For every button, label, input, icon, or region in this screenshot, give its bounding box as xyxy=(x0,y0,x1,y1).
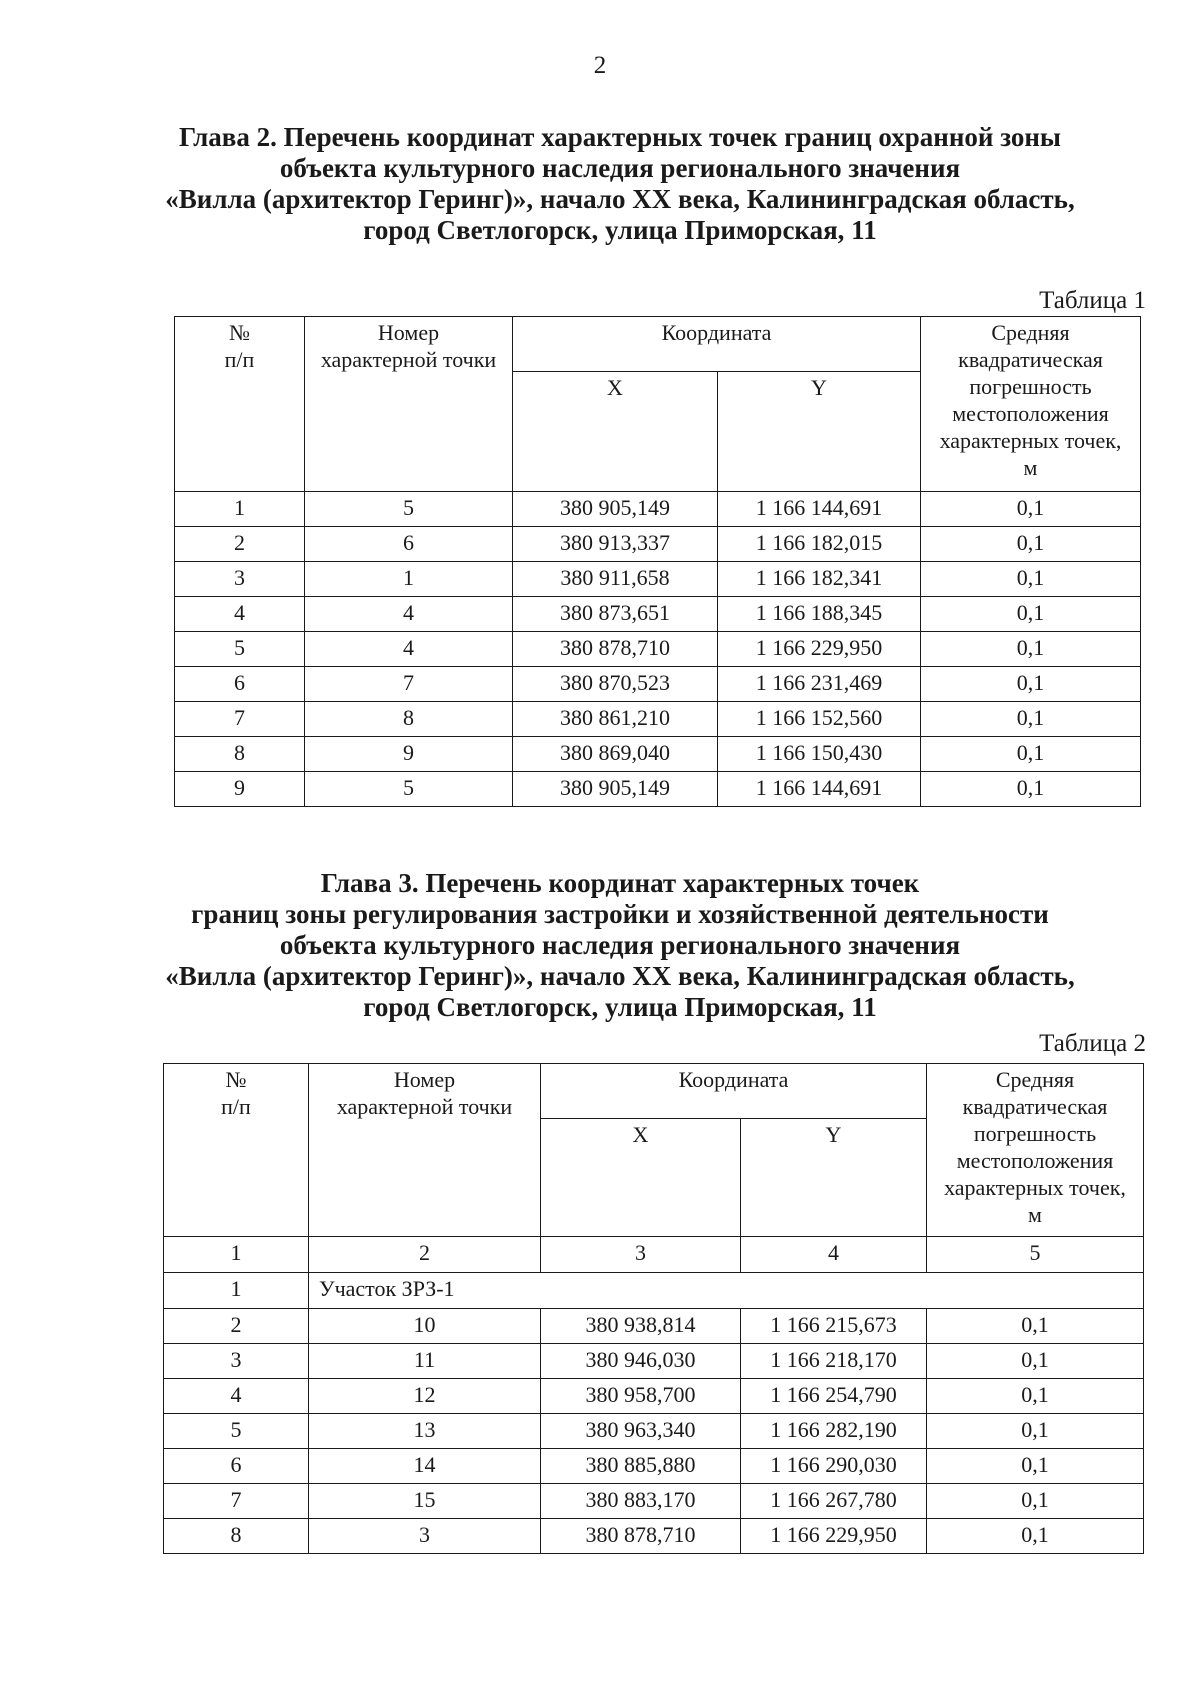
header-text: м xyxy=(1028,1202,1042,1227)
coord-x: 380 905,149 xyxy=(513,772,718,807)
heading-line: «Вилла (архитектор Геринг)», начало XX века, Калининградская область, xyxy=(165,184,1075,214)
header-text: характерных точек, xyxy=(939,428,1122,453)
column-number: 4 xyxy=(741,1237,927,1273)
table-row xyxy=(164,1379,1144,1414)
table-row xyxy=(175,702,1141,737)
coord-y: 1 166 144,691 xyxy=(718,492,921,527)
point-num: 10 xyxy=(309,1309,541,1344)
column-number: 2 xyxy=(309,1237,541,1273)
table-row xyxy=(175,597,1141,632)
chapter-2-heading xyxy=(100,122,1140,246)
column-number: 3 xyxy=(541,1237,741,1273)
coord-y: 1 166 150,430 xyxy=(718,737,921,772)
coord-y: 1 166 254,790 xyxy=(741,1379,927,1414)
error-value: 0,1 xyxy=(927,1309,1144,1344)
header-text: характерной точки xyxy=(320,347,497,372)
header-point xyxy=(309,1064,541,1237)
point-num: 14 xyxy=(309,1449,541,1484)
error-value: 0,1 xyxy=(921,772,1141,807)
coord-x: 380 861,210 xyxy=(513,702,718,737)
row-num: 4 xyxy=(164,1379,309,1414)
coord-y: 1 166 229,950 xyxy=(741,1519,927,1554)
column-number: 1 xyxy=(164,1237,309,1273)
table-row xyxy=(175,772,1141,807)
table-header-row xyxy=(175,317,1141,372)
coord-x: 380 946,030 xyxy=(541,1344,741,1379)
row-num: 1 xyxy=(175,492,305,527)
heading-line: Глава 2. Перечень координат характерных точек границ охранной зоны xyxy=(178,122,1062,152)
header-error xyxy=(927,1064,1144,1237)
table-row xyxy=(164,1484,1144,1519)
header-y: Y xyxy=(718,372,921,492)
error-value: 0,1 xyxy=(921,597,1141,632)
header-text: Средняя xyxy=(995,1067,1075,1092)
header-y: Y xyxy=(741,1119,927,1237)
header-text: Средняя xyxy=(991,320,1070,345)
error-value: 0,1 xyxy=(921,632,1141,667)
header-text: погрешность xyxy=(969,374,1092,399)
heading-line: объекта культурного наследия регионального значения xyxy=(279,153,961,183)
error-value: 0,1 xyxy=(927,1484,1144,1519)
table-row xyxy=(164,1344,1144,1379)
coord-y: 1 166 229,950 xyxy=(718,632,921,667)
coord-y: 1 166 218,170 xyxy=(741,1344,927,1379)
table-row xyxy=(175,562,1141,597)
table-row xyxy=(175,492,1141,527)
table-header-row xyxy=(164,1064,1144,1119)
point-num: 7 xyxy=(305,667,513,702)
error-value: 0,1 xyxy=(921,527,1141,562)
header-text: квадратическая xyxy=(962,1094,1108,1119)
point-num: 11 xyxy=(309,1344,541,1379)
row-num: 9 xyxy=(175,772,305,807)
heading-line: границ зоны регулирования застройки и хозяйственной деятельности xyxy=(191,899,1049,929)
column-number-row xyxy=(164,1237,1144,1273)
header-x: X xyxy=(513,372,718,492)
header-num xyxy=(175,317,305,492)
row-num: 5 xyxy=(175,632,305,667)
point-num: 5 xyxy=(305,492,513,527)
header-text: квадратическая xyxy=(958,347,1103,372)
error-value: 0,1 xyxy=(921,562,1141,597)
coord-x: 380 878,710 xyxy=(513,632,718,667)
point-num: 4 xyxy=(305,632,513,667)
header-text: № xyxy=(225,1067,247,1092)
row-num: 5 xyxy=(164,1414,309,1449)
table-row xyxy=(164,1309,1144,1344)
error-value: 0,1 xyxy=(927,1344,1144,1379)
coord-y: 1 166 290,030 xyxy=(741,1449,927,1484)
header-text: м xyxy=(1023,455,1038,480)
error-value: 0,1 xyxy=(927,1519,1144,1554)
table-row xyxy=(175,527,1141,562)
coord-x: 380 885,880 xyxy=(541,1449,741,1484)
header-text: характерных точек, xyxy=(944,1175,1126,1200)
point-num: 13 xyxy=(309,1414,541,1449)
coord-y: 1 166 188,345 xyxy=(718,597,921,632)
header-text: местоположения xyxy=(952,401,1109,426)
chapter-3-heading xyxy=(100,868,1140,1023)
coord-x: 380 878,710 xyxy=(541,1519,741,1554)
coord-y: 1 166 182,341 xyxy=(718,562,921,597)
coord-y: 1 166 231,469 xyxy=(718,667,921,702)
row-num: 3 xyxy=(175,562,305,597)
point-num: 3 xyxy=(309,1519,541,1554)
coord-x: 380 911,658 xyxy=(513,562,718,597)
error-value: 0,1 xyxy=(927,1414,1144,1449)
heading-line: объекта культурного наследия регионального значения xyxy=(279,930,961,960)
table-1 xyxy=(174,316,1141,807)
coord-y: 1 166 144,691 xyxy=(718,772,921,807)
error-value: 0,1 xyxy=(921,737,1141,772)
row-num: 6 xyxy=(175,667,305,702)
coord-x: 380 869,040 xyxy=(513,737,718,772)
error-value: 0,1 xyxy=(921,702,1141,737)
point-num: 5 xyxy=(305,772,513,807)
row-num: 8 xyxy=(164,1519,309,1554)
heading-line: «Вилла (архитектор Геринг)», начало XX века, Калининградская область, xyxy=(165,961,1075,991)
coord-x: 380 958,700 xyxy=(541,1379,741,1414)
point-num: 1 xyxy=(305,562,513,597)
section-label: Участок ЗРЗ-1 xyxy=(309,1273,1144,1309)
table-row xyxy=(164,1449,1144,1484)
header-text: Номер xyxy=(377,320,440,345)
coord-x: 380 873,651 xyxy=(513,597,718,632)
coord-y: 1 166 215,673 xyxy=(741,1309,927,1344)
error-value: 0,1 xyxy=(921,492,1141,527)
row-num: 4 xyxy=(175,597,305,632)
header-x: X xyxy=(541,1119,741,1237)
row-num: 2 xyxy=(175,527,305,562)
table-1-caption: Таблица 1 xyxy=(1039,287,1146,314)
header-text: п/п xyxy=(224,347,255,372)
header-text: местоположения xyxy=(956,1148,1114,1173)
coord-x: 380 883,170 xyxy=(541,1484,741,1519)
point-num: 8 xyxy=(305,702,513,737)
page-number: 2 xyxy=(593,52,607,79)
coord-y: 1 166 267,780 xyxy=(741,1484,927,1519)
coord-y: 1 166 152,560 xyxy=(718,702,921,737)
point-num: 15 xyxy=(309,1484,541,1519)
row-num: 6 xyxy=(164,1449,309,1484)
heading-line: город Светлогорск, улица Приморская, 11 xyxy=(363,992,877,1022)
table-1-body xyxy=(175,492,1141,807)
table-row xyxy=(164,1414,1144,1449)
header-num xyxy=(164,1064,309,1237)
header-text: характерной точки xyxy=(336,1094,513,1119)
row-num: 8 xyxy=(175,737,305,772)
coord-y: 1 166 182,015 xyxy=(718,527,921,562)
column-number: 5 xyxy=(927,1237,1144,1273)
heading-line: город Светлогорск, улица Приморская, 11 xyxy=(363,215,877,245)
header-text: Номер xyxy=(393,1067,456,1092)
coord-x: 380 870,523 xyxy=(513,667,718,702)
point-num: 12 xyxy=(309,1379,541,1414)
table-2 xyxy=(163,1063,1144,1554)
header-text: погрешность xyxy=(973,1121,1097,1146)
point-num: 9 xyxy=(305,737,513,772)
table-row xyxy=(164,1519,1144,1554)
error-value: 0,1 xyxy=(927,1449,1144,1484)
table-2-caption: Таблица 2 xyxy=(1039,1030,1146,1057)
error-value: 0,1 xyxy=(921,667,1141,702)
coord-x: 380 938,814 xyxy=(541,1309,741,1344)
point-num: 6 xyxy=(305,527,513,562)
section-row xyxy=(164,1273,1144,1309)
error-value: 0,1 xyxy=(927,1379,1144,1414)
header-text: п/п xyxy=(221,1094,251,1119)
header-text: № xyxy=(229,320,250,345)
header-coord: Координата xyxy=(541,1064,927,1119)
section-num: 1 xyxy=(164,1273,309,1309)
table-row xyxy=(175,667,1141,702)
coord-y: 1 166 282,190 xyxy=(741,1414,927,1449)
point-num: 4 xyxy=(305,597,513,632)
table-row xyxy=(175,632,1141,667)
table-2-body xyxy=(164,1309,1144,1554)
row-num: 7 xyxy=(175,702,305,737)
coord-x: 380 963,340 xyxy=(541,1414,741,1449)
header-error xyxy=(921,317,1141,492)
header-coord: Координата xyxy=(513,317,921,372)
coord-x: 380 913,337 xyxy=(513,527,718,562)
table-row xyxy=(175,737,1141,772)
header-point xyxy=(305,317,513,492)
coord-x: 380 905,149 xyxy=(513,492,718,527)
row-num: 7 xyxy=(164,1484,309,1519)
row-num: 2 xyxy=(164,1309,309,1344)
heading-line: Глава 3. Перечень координат характерных точек xyxy=(320,868,920,898)
row-num: 3 xyxy=(164,1344,309,1379)
